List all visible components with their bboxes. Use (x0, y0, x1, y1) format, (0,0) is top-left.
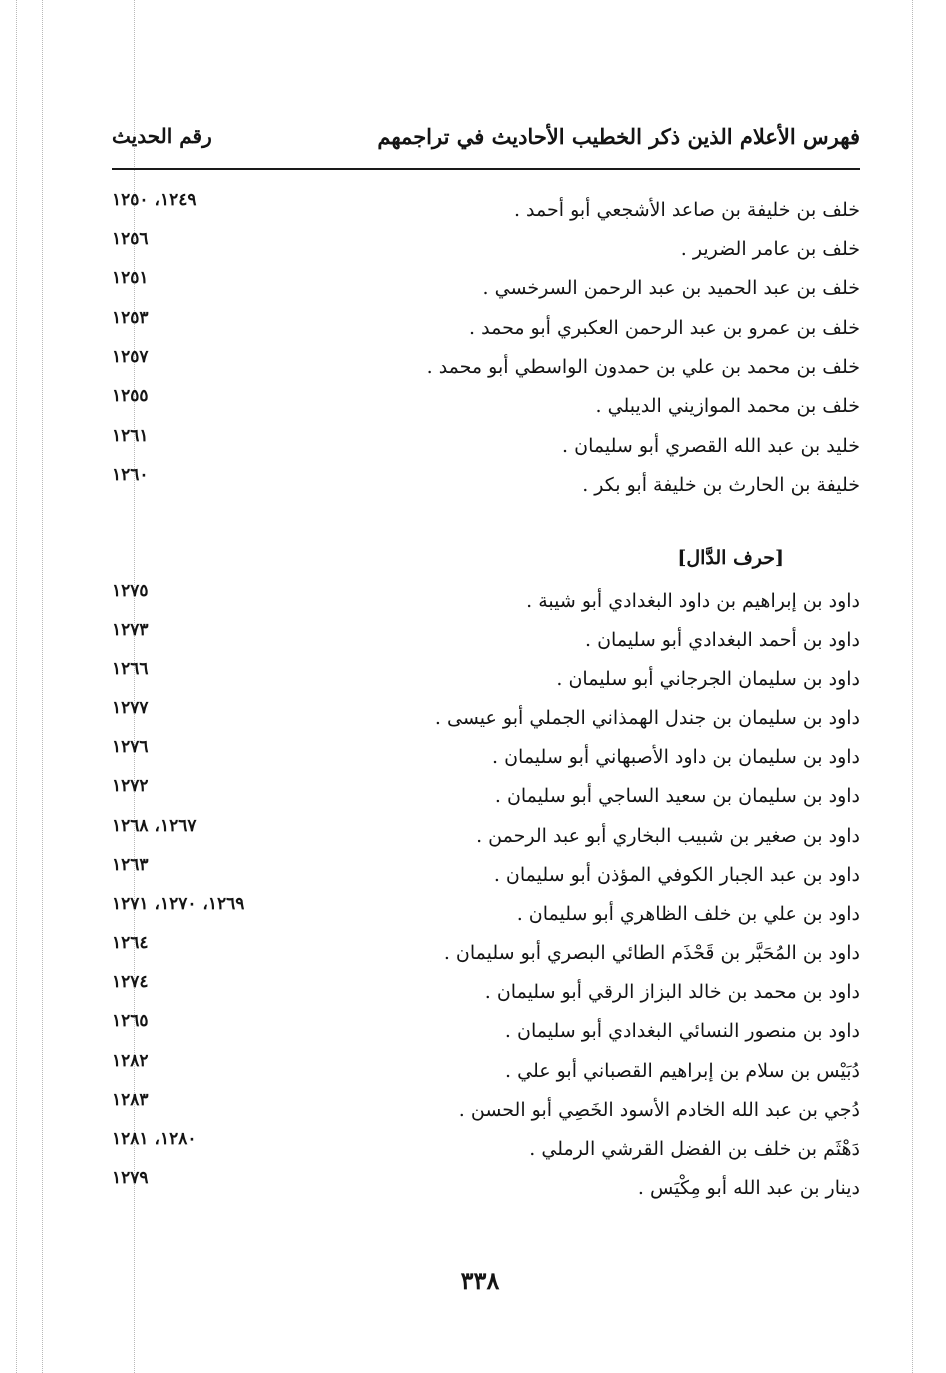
index-entry (112, 622, 860, 658)
index-entry (112, 1092, 860, 1128)
entry-name: خلف بن خليفة بن صاعد الأشجعي أبو أحمد . (513, 199, 860, 221)
entry-refs: ١٢٧٣ (112, 620, 149, 640)
entry-name: دَهْثَم بن خلف بن الفضل القرشي الرملي . (529, 1138, 860, 1160)
entry-name: خلف بن محمد بن علي بن حمدون الواسطي أبو محمد . (426, 356, 860, 378)
index-entry (112, 935, 860, 971)
entry-refs: ١٢٧٢ (112, 776, 149, 796)
index-entry (112, 583, 860, 619)
index-entry (112, 310, 860, 346)
section-heading-dal: [حرف الدَّال] (677, 547, 784, 569)
index-entry (112, 1131, 860, 1167)
index-entry (112, 700, 860, 736)
entry-name: داود بن منصور النسائي البغدادي أبو سليمان . (504, 1020, 860, 1042)
entry-name: داود بن إبراهيم بن داود البغدادي أبو شيبة . (526, 590, 860, 612)
index-entry (112, 388, 860, 424)
entry-refs: ١٢٧٦ (112, 737, 149, 757)
entry-refs: ١٢٨٠، ١٢٨١ (112, 1129, 197, 1149)
entry-name: خلف بن عبد الحميد بن عبد الرحمن السرخسي . (482, 277, 860, 299)
entry-refs: ١٢٥٣ (112, 308, 149, 328)
entry-name: داود بن أحمد البغدادي أبو سليمان . (585, 629, 860, 651)
entry-refs: ١٢٦٣ (112, 855, 149, 875)
index-entry (112, 896, 860, 932)
entry-name: داود بن صغير بن شبيب البخاري أبو عبد الرحمن . (476, 825, 860, 847)
entry-refs: ١٢٧٤ (112, 972, 149, 992)
entry-refs: ١٢٧٥ (112, 581, 149, 601)
entry-refs: ١٢٨٣ (112, 1090, 149, 1110)
header-title: فهرس الأعلام الذين ذكر الخطيب الأحاديث في تراجمهم (377, 124, 860, 149)
scan-line-decoration (16, 0, 17, 1373)
entry-refs: ١٢٦٦ (112, 659, 149, 679)
index-entry (112, 231, 860, 267)
entry-refs: ١٢٥١ (112, 268, 149, 288)
index-entry (112, 1170, 860, 1206)
index-entry (112, 467, 860, 503)
entry-name: داود بن المُحَبَّر بن قَحْذَم الطائي البصري أبو سليمان . (443, 942, 860, 964)
entry-refs: ١٢٦٧، ١٢٦٨ (112, 816, 197, 836)
scan-line-decoration (42, 0, 43, 1373)
entry-name: دينار بن عبد الله أبو مِكْيَس . (637, 1177, 860, 1199)
entry-refs: ١٢٦٥ (112, 1011, 149, 1031)
entry-name: داود بن عبد الجبار الكوفي المؤذن أبو سليمان . (493, 864, 860, 886)
entry-name: داود بن سليمان بن داود الأصبهاني أبو سليمان . (492, 746, 860, 768)
entry-refs: ١٢٥٦ (112, 229, 149, 249)
index-entry (112, 739, 860, 775)
entry-name: داود بن سليمان الجرجاني أبو سليمان . (556, 668, 860, 690)
entry-name: خليفة بن الحارث بن خليفة أبو بكر . (582, 474, 860, 496)
index-entry (112, 428, 860, 464)
entry-name: داود بن محمد بن خالد البزاز الرقي أبو سليمان . (484, 981, 860, 1003)
page-number: ٣٣٨ (460, 1266, 500, 1295)
entry-name: داود بن سليمان بن جندل الهمذاني الجملي أبو عيسى . (434, 707, 860, 729)
entry-refs: ١٢٧٧ (112, 698, 149, 718)
index-entry (112, 661, 860, 697)
entry-refs: ١٢٦٩، ١٢٧٠، ١٢٧١ (112, 894, 245, 914)
entry-refs: ١٢٦٤ (112, 933, 149, 953)
entry-name: خلف بن عمرو بن عبد الرحمن العكبري أبو محمد . (469, 317, 860, 339)
entry-name: داود بن علي بن خلف الظاهري أبو سليمان . (516, 903, 860, 925)
index-entry (112, 974, 860, 1010)
index-entry (112, 1013, 860, 1049)
entry-refs: ١٢٦٠ (112, 465, 149, 485)
entry-refs: ١٢٥٥ (112, 386, 149, 406)
header-rule (112, 168, 860, 170)
entry-name: دُبَيْس بن سلام بن إبراهيم القصباني أبو علي . (505, 1060, 860, 1082)
index-entry (112, 818, 860, 854)
index-entry (112, 270, 860, 306)
entry-refs: ١٢٥٧ (112, 347, 149, 367)
scan-line-decoration (912, 0, 913, 1373)
entry-refs: ١٢٦١ (112, 426, 149, 446)
entry-name: خلف بن محمد الموازيني الديبلي . (595, 395, 860, 417)
entry-refs: ١٢٧٩ (112, 1168, 149, 1188)
entry-name: داود بن سليمان بن سعيد الساجي أبو سليمان . (494, 785, 860, 807)
index-entry (112, 192, 860, 228)
entry-name: دُجي بن عبد الله الخادم الأسود الخَصِي أبو الحسن . (458, 1099, 860, 1121)
index-entry (112, 349, 860, 385)
entry-refs: ١٢٨٢ (112, 1051, 149, 1071)
page-header (112, 120, 860, 164)
index-entry (112, 1053, 860, 1089)
entry-name: خليد بن عبد الله القصري أبو سليمان . (562, 435, 860, 457)
entry-refs: ١٢٤٩، ١٢٥٠ (112, 190, 197, 210)
header-column-label: رقم الحديث (112, 124, 212, 148)
entry-name: خلف بن عامر الضرير . (680, 238, 860, 260)
index-entry (112, 778, 860, 814)
